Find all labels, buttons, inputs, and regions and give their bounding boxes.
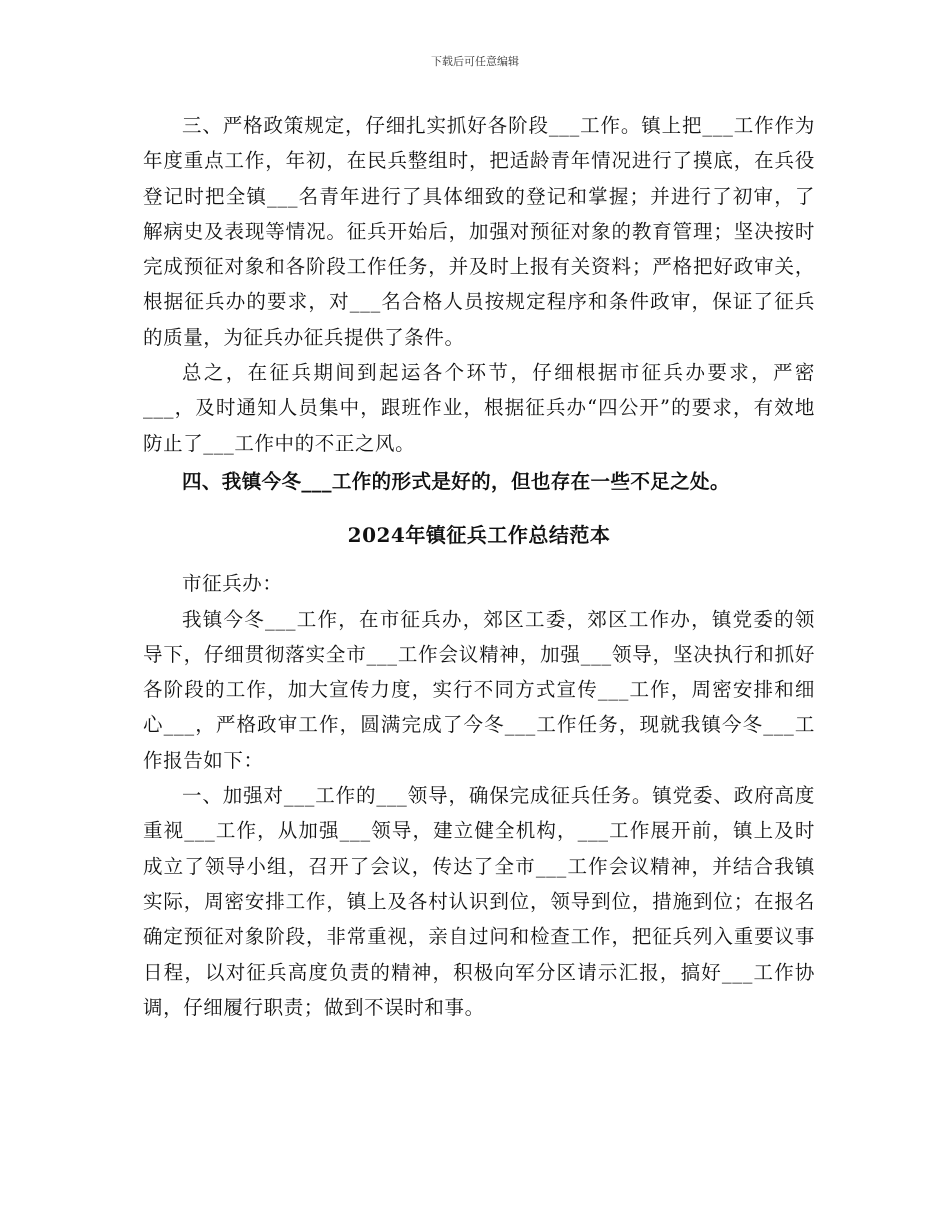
paragraph-policy: 三、严格政策规定，仔细扎实抓好各阶段___工作。镇上把___工作作为年度重点工作，年初，在民兵整组时，把适龄青年情况进行了摸底，在兵役登记时把全镇___名青年进行了具体细致的登记和掌握；并进行了初审，了解病史及表现等情况。征兵开始后，加强对预征对象的教育管理；坚决按时完成预征对象和各阶段工作任务，并及时上报有关资料；严格把好政审关，根据征兵办的要求，对___名合格人员按规定程序和条件政审，保证了征兵的质量，为征兵办征兵提供了条件。 [143, 114, 815, 349]
paragraph-summary: 总之，在征兵期间到起运各个环节，仔细根据市征兵办要求，严密___，及时通知人员集中，跟班作业，根据征兵办“四公开”的要求，有效地防止了___工作中的不正之风。 [143, 361, 815, 455]
paragraph-leadership: 一、加强对___工作的___领导，确保完成征兵任务。镇党委、政府高度重视___工作，从加强___领导，建立健全机构，___工作展开前，镇上及时成立了领导小组，召开了会议，传达了全市___工作会议精神，并结合我镇实际，周密安排工作，镇上及各村认识到位，领导到位，措施到位；在报名确定预征对象阶段，非常重视，亲自过问和检查工作，把征兵列入重要议事日程，以对征兵高度负责的精神，积极向军分区请示汇报，搞好___工作协调，仔细履行职责；做到不误时和事。 [143, 784, 815, 1019]
document-body [143, 108, 815, 1025]
paragraph-intro: 我镇今冬___工作，在市征兵办，郊区工委，郊区工作办，镇党委的领导下，仔细贯彻落实全市___工作会议精神，加强___领导，坚决执行和抓好各阶段的工作，加大宣传力度，实行不同方式宣传___工作，周密安排和细心___，严格政审工作，圆满完成了今冬___工作任务，现就我镇今冬___工作报告如下： [143, 607, 815, 772]
document-title: 2024年镇征兵工作总结范本 [347, 523, 611, 548]
header-note: 下载后可任意编辑 [431, 55, 519, 68]
paragraph-shortcomings-heading: 四、我镇今冬___工作的形式是好的，但也存在一些不足之处。 [182, 469, 730, 493]
salutation: 市征兵办： [182, 572, 283, 596]
